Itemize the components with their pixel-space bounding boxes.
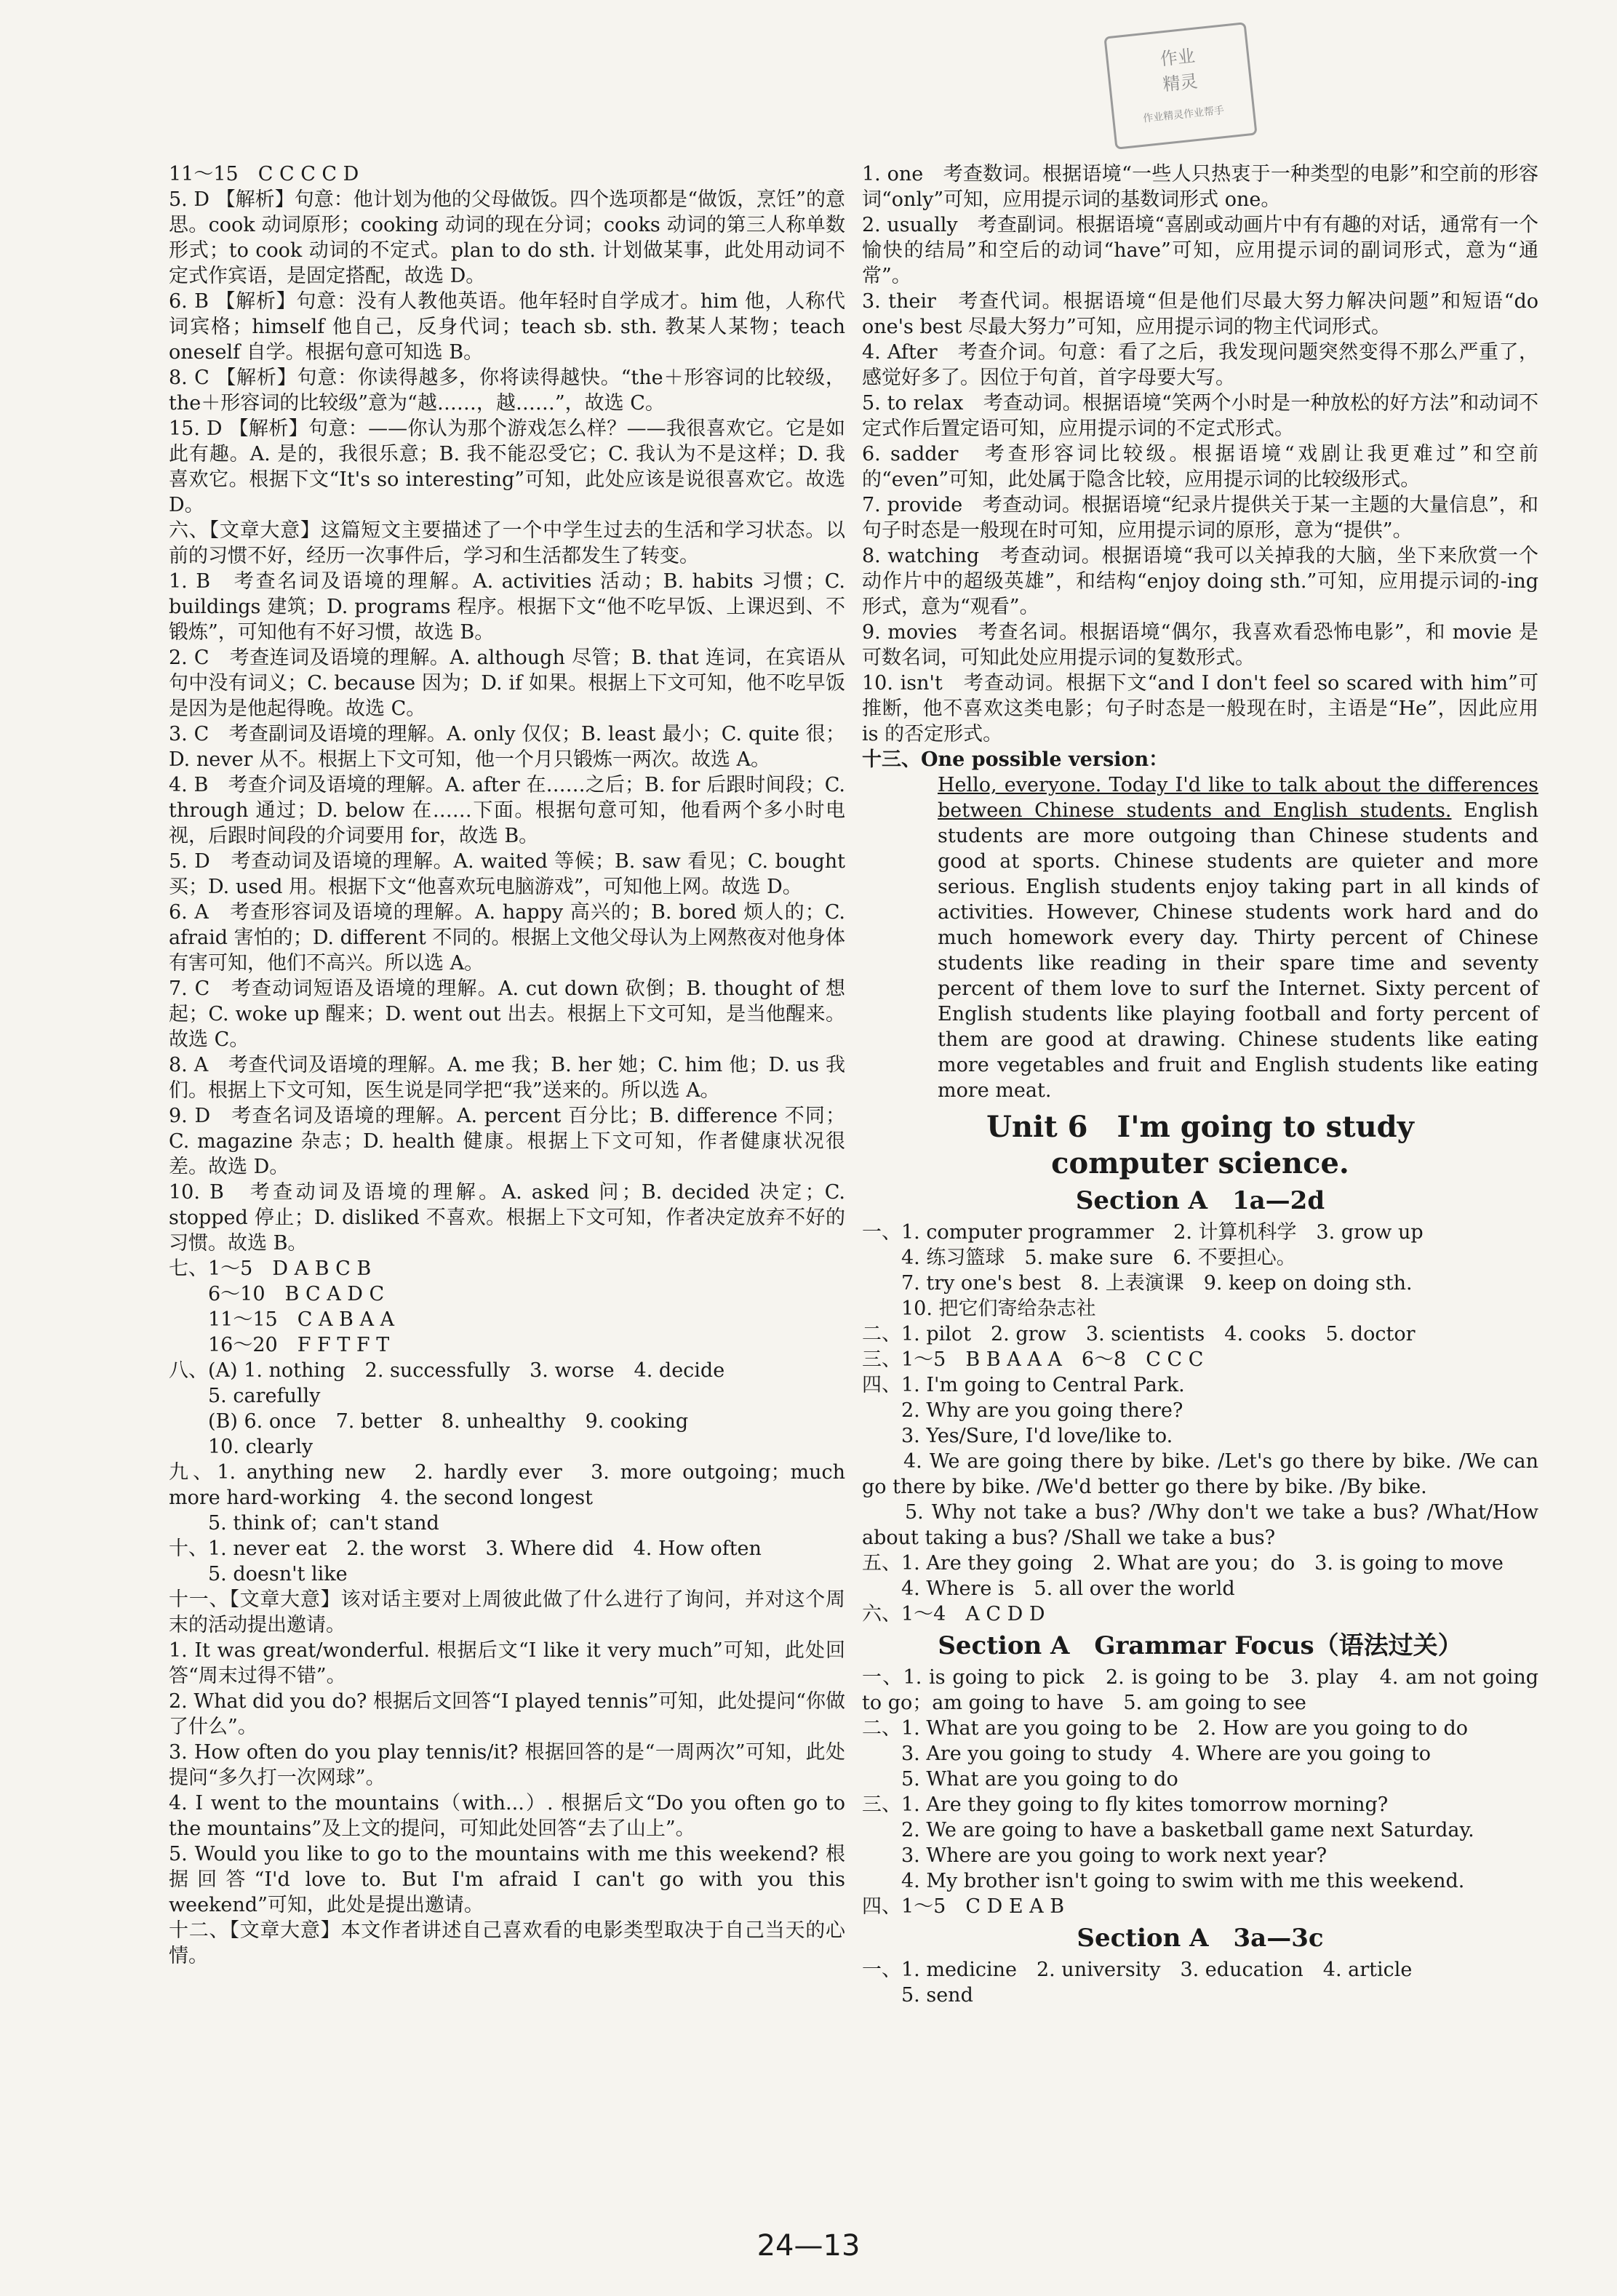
left-column xyxy=(169,161,845,1969)
answer-line: 6. sadder 考查形容词比较级。根据语境“戏剧让我更难过”和空前的“even”可知，此处属于隐含比较，应用提示词的比较级形式。 xyxy=(862,443,1538,491)
answer-list xyxy=(862,161,1538,747)
section-answers xyxy=(862,1957,1538,2008)
answer-line: 3. How often do you play tennis/it? 根据回答的是“一周两次”可知，此处提问“多久打一次网球”。 xyxy=(169,1741,845,1789)
answer-line: 7. try one's best 8. 上表演课 9. keep on doing sth. xyxy=(862,1272,1413,1295)
answer-line: 4. We are going there by bike. /Let's go there by bike. /We can go there by bike. /We'd better go there by bike. /By bike. xyxy=(862,1450,1538,1498)
answer-line: 一、1. computer programmer 2. 计算机科学 3. grow up xyxy=(862,1221,1424,1244)
answer-line: 10. B 考查动词及语境的理解。A. asked 问；B. decided 决定；C. stopped 停止；D. disliked 不喜欢。根据上下文可知，作者决定放弃不好的习惯。故选 B。 xyxy=(169,1181,845,1255)
section-title-grammar: Section A Grammar Focus（语法过关） xyxy=(938,1631,1463,1660)
answer-line: 7. provide 考查动词。根据语境“纪录片提供关于某一主题的大量信息”，和句子时态是一般现在时可知，应用提示词的原形，意为“提供”。 xyxy=(862,494,1538,542)
answer-line: 5. Would you like to go to the mountains with me this weekend? 根据回答“I'd love to. But I'm afraid I can't go with you this weekend”可知，此处是提出邀请。 xyxy=(169,1843,845,1916)
answer-line: 七、1～5 D A B C B xyxy=(169,1257,372,1280)
page-number: 24—13 xyxy=(756,2229,861,2263)
answer-line: 8. watching 考查动词。根据语境“我可以关掉我的大脑，坐下来欣赏一个动作片中的超级英雄”，和结构“enjoy doing sth.”可知，应用提示词的-ing 形式，意为“观看”。 xyxy=(862,545,1538,618)
answer-line: 7. C 考查动词短语及语境的理解。A. cut down 砍倒；B. thought of 想起；C. woke up 醒来；D. went out 出去。根据上下文可知，是当他醒来。故选 C。 xyxy=(169,977,845,1051)
answer-line: 5. Why not take a bus? /Why don't we take a bus? /What/How about taking a bus? /Shall we take a bus? xyxy=(862,1501,1538,1549)
answer-line: 3. Are you going to study 4. Where are you going to xyxy=(862,1743,1432,1765)
answer-line: 一、1. medicine 2. university 3. education 4. article xyxy=(862,1959,1413,1981)
section-answers xyxy=(862,1665,1538,1919)
answer-line: 2. We are going to have a basketball game next Saturday. xyxy=(862,1819,1474,1841)
answer-line: 16～20 F F T F T xyxy=(169,1334,390,1356)
watermark-stamp: 作业 精灵 作业精灵作业帮手 xyxy=(1103,22,1257,150)
answer-line: 三、1. Are they going to fly kites tomorrow morning? xyxy=(862,1793,1389,1816)
essay-opening: Hello, everyone. Today I'd like to talk about the differences between Chinese students and English students. xyxy=(938,774,1538,822)
answer-line: 3. Where are you going to work next year? xyxy=(862,1844,1327,1867)
answer-line: 九、1. anything new 2. hardly ever 3. more outgoing；much more hard-working 4. the second longest xyxy=(169,1461,845,1509)
section-title-3a-3c: Section A 3a—3c xyxy=(1077,1924,1324,1953)
answer-line: 11～15 C A B A A xyxy=(169,1308,395,1331)
answer-line: 4. After 考查介词。句意：看了之后，我发现问题突然变得不那么严重了，感觉好多了。因位于句首，首字母要大写。 xyxy=(862,341,1538,389)
answer-line: 5. What are you going to do xyxy=(862,1768,1178,1791)
answer-line: 6～10 B C A D C xyxy=(169,1283,385,1305)
answer-line: 三、1～5 B B A A A 6～8 C C C xyxy=(862,1348,1204,1371)
answer-line: 四、1～5 C D E A B xyxy=(862,1895,1065,1918)
answer-line: 四、1. I'm going to Central Park. xyxy=(862,1374,1185,1396)
answer-line: 9. D 考查名词及语境的理解。A. percent 百分比；B. difference 不同；C. magazine 杂志；D. health 健康。根据上下文可知，作者健康状况很差。故选 D。 xyxy=(169,1105,845,1178)
section-answers xyxy=(862,1220,1538,1627)
answer-line: 10. 把它们寄给杂志社 xyxy=(862,1297,1096,1320)
answer-line: 4. My brother isn't going to swim with me this weekend. xyxy=(862,1870,1465,1892)
answer-line: 6. A 考查形容词及语境的理解。A. happy 高兴的；B. bored 烦人的；C. afraid 害怕的；D. different 不同的。根据上文他父母认为上网熬夜对他身体有害可知，他们不高兴。所以选 A。 xyxy=(169,901,845,975)
answer-line: 4. B 考查介词及语境的理解。A. after 在……之后；B. for 后跟时间段；C. through 通过；D. below 在……下面。根据句意可知，他看两个多小时电视，后跟时间段的介词要用 for，故选 B。 xyxy=(169,774,845,847)
answer-line: 15. D 【解析】句意：——你认为那个游戏怎么样？——我很喜欢它。它是如此有趣。A. 是的，我很乐意；B. 我不能忍受它；C. 我认为不是这样；D. 我喜欢它。根据下文“It's so interesting”可知，此处应该是说很喜欢它。故选 D。 xyxy=(169,417,845,516)
answer-line: 十二、【文章大意】本文作者讲述自己喜欢看的电影类型取决于自己当天的心情。 xyxy=(169,1919,845,1967)
essay-text xyxy=(862,772,1538,1103)
answer-line: 二、1. What are you going to be 2. How are you going to do xyxy=(862,1717,1468,1740)
answer-line: 6. B 【解析】句意：没有人教他英语。他年轻时自学成才。him 他，人称代词宾格；himself 他自己，反身代词；teach sb. sth. 教某人某物；teach oneself 自学。根据句意可知选 B。 xyxy=(169,290,845,364)
answer-line: 1. one 考查数词。根据语境“一些人只热衷于一种类型的电影”和空前的形容词“only”可知，应用提示词的基数词形式 one。 xyxy=(862,163,1538,211)
answer-line: 4. I went to the mountains（with...）. 根据后文“Do you often go to the mountains”及上文的提问，可知此处回答“去了山上”。 xyxy=(169,1792,845,1840)
answer-line: 3. C 考查副词及语境的理解。A. only 仅仅；B. least 最小；C. quite 很；D. never 从不。根据上下文可知，他一个月只锻炼一两次。故选 A。 xyxy=(169,723,845,771)
answer-line: 五、1. Are they going 2. What are you；do 3. is going to move xyxy=(862,1552,1504,1575)
answer-line: 5. send xyxy=(862,1984,973,2007)
answer-line: 5. D 【解析】句意：他计划为他的父母做饭。四个选项都是“做饭，烹饪”的意思。cook 动词原形；cooking 动词的现在分词；cooks 动词的第三人称单数形式；to cook 动词的不定式。plan to do sth. 计划做某事，此处用动词不定式作宾语，是固定搭配，故选 D。 xyxy=(169,188,845,287)
answer-line: 5. to relax 考查动词。根据语境“笑两个小时是一种放松的好方法”和动词不定式作后置定语可知，应用提示词的不定式形式。 xyxy=(862,392,1538,440)
section-title-1a-2d: Section A 1a—2d xyxy=(1075,1186,1325,1215)
answer-line: 八、(A) 1. nothing 2. successfully 3. worse 4. decide xyxy=(169,1359,725,1382)
answer-line: 一、1. is going to pick 2. is going to be 3. play 4. am not going to go；am going to have 5. am going to see xyxy=(862,1666,1538,1714)
answer-line: 5. carefully xyxy=(169,1385,321,1407)
answer-line: 1. It was great/wonderful. 根据后文“I like it very much”可知，此处回答“周末过得不错”。 xyxy=(169,1639,845,1687)
answer-line: 六、【文章大意】这篇短文主要描述了一个中学生过去的生活和学习状态。以前的习惯不好，经历一次事件后，学习和生活都发生了转变。 xyxy=(169,519,845,567)
answer-line: 六、1～4 A C D D xyxy=(862,1603,1045,1625)
answer-line: 十、1. never eat 2. the worst 3. Where did 4. How often xyxy=(169,1537,762,1560)
answer-line: 11～15 C C C C D xyxy=(169,163,359,185)
answer-line: 5. D 考查动词及语境的理解。A. waited 等候；B. saw 看见；C. bought 买；D. used 用。根据下文“他喜欢玩电脑游戏”，可知他上网。故选 D。 xyxy=(169,850,845,898)
answer-line: 10. clearly xyxy=(169,1436,314,1458)
answer-line: 1. B 考查名词及语境的理解。A. activities 活动；B. habits 习惯；C. buildings 建筑；D. programs 程序。根据下文“他不吃早饭、上课迟到、不锻炼”，可知他有不好习惯，故选 B。 xyxy=(169,570,845,644)
answer-line: 2. usually 考查副词。根据语境“喜剧或动画片中有有趣的对话，通常有一个愉快的结局”和空后的动词“have”可知，应用提示词的副词形式，意为“通常”。 xyxy=(862,214,1538,287)
answer-line: 8. A 考查代词及语境的理解。A. me 我；B. her 她；C. him 他；D. us 我们。根据上下文可知，医生说是同学把“我”送来的。所以选 A。 xyxy=(169,1054,845,1102)
answer-line: 4. Where is 5. all over the world xyxy=(862,1577,1235,1600)
unit-title: Unit 6 I'm going to study computer science. xyxy=(986,1110,1414,1180)
right-column xyxy=(862,161,1538,2008)
answer-line: 2. C 考查连词及语境的理解。A. although 尽管；B. that 连词，在宾语从句中没有词义；C. because 因为；D. if 如果。根据上下文可知，他不吃早饭是因为是他起得晚。故选 C。 xyxy=(169,647,845,720)
answer-line: 二、1. pilot 2. grow 3. scientists 4. cooks 5. doctor xyxy=(862,1323,1416,1345)
answer-line: 十一、【文章大意】该对话主要对上周彼此做了什么进行了询问，并对这个周末的活动提出邀请。 xyxy=(169,1588,845,1636)
answer-line: 2. What did you do? 根据后文回答“I played tennis”可知，此处提问“你做了什么”。 xyxy=(169,1690,845,1738)
answer-line: 5. doesn't like xyxy=(169,1563,348,1585)
essay-label: 十三、One possible version： xyxy=(862,748,1169,771)
answer-line: 5. think of；can't stand xyxy=(169,1512,439,1535)
answer-line: 8. C 【解析】句意：你读得越多，你将读得越快。“the＋形容词的比较级，the＋形容词的比较级”意为“越……，越……”，故选 C。 xyxy=(169,367,845,415)
answer-line: 2. Why are you going there? xyxy=(862,1399,1183,1422)
answer-line: 3. their 考查代词。根据语境“但是他们尽最大努力解决问题”和短语“do one's best 尽最大努力”可知，应用提示词的物主代词形式。 xyxy=(862,290,1538,338)
answer-line: 9. movies 考查名词。根据语境“偶尔，我喜欢看恐怖电影”，和 movie 是可数名词，可知此处应用提示词的复数形式。 xyxy=(862,621,1538,669)
essay-body: English students are more outgoing than Chinese students and good at sports. Chinese students are quieter and more serious. English students enjoy taking part in all kinds of activities. However, Chinese students work hard and do much homework every day. Thirty percent of Chinese students like reading in their spare time and seventy percent of them love to surf the Internet. Sixty percent of English students like playing football and forty percent of them are good at drawing. Chinese students like eating more vegetables and fruit and English students like eating more meat. xyxy=(938,799,1538,1102)
answer-line: 10. isn't 考查动词。根据下文“and I don't feel so scared with him”可推断，他不喜欢这类电影；句子时态是一般现在时，主语是“He”，因此应用 is 的否定形式。 xyxy=(862,672,1538,745)
answer-line: 4. 练习篮球 5. make sure 6. 不要担心。 xyxy=(862,1247,1296,1269)
answer-line: (B) 6. once 7. better 8. unhealthy 9. cooking xyxy=(169,1410,689,1433)
answer-line: 3. Yes/Sure, I'd love/like to. xyxy=(862,1425,1173,1447)
